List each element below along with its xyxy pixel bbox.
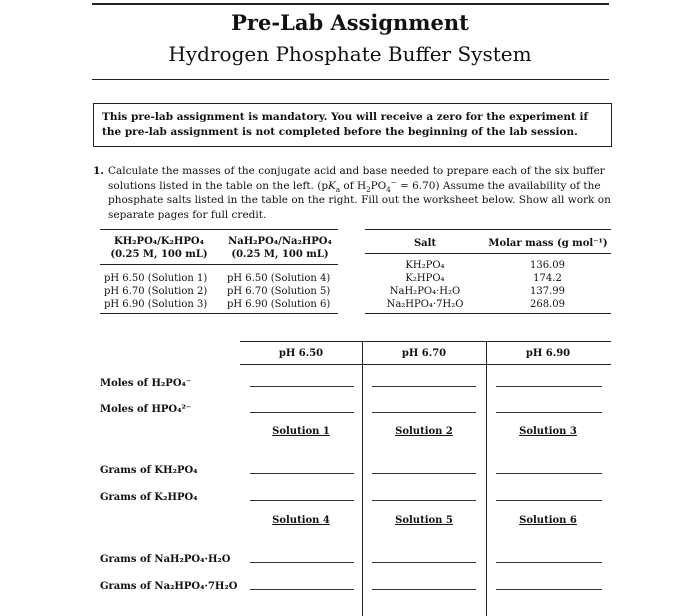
solutions-table-header-rule (100, 264, 338, 265)
answer-blank[interactable] (250, 589, 354, 590)
answer-blank[interactable] (496, 562, 602, 563)
answer-blank[interactable] (250, 473, 354, 474)
solution-3-label: Solution 3 (519, 426, 577, 437)
grams-nah2po4-label: Grams of NaH₂PO₄·H₂O (100, 554, 231, 565)
worksheet-divider (362, 341, 363, 616)
solutions-col2-rows (227, 272, 330, 311)
salt-name: Na₂HPO₄·7H₂O (386, 299, 464, 310)
molar-mass-value: 137.99 (530, 286, 565, 297)
solution-row: pH 6.90 (Solution 6) (227, 299, 331, 310)
worksheet-header-rule (240, 364, 611, 365)
solution-4-label: Solution 4 (272, 515, 330, 526)
grams-kh2po4-label: Grams of KH₂PO₄ (100, 465, 198, 476)
ph-header-670: pH 6.70 (401, 348, 447, 359)
molar-mass-header: Molar mass (g mol⁻¹) (488, 238, 608, 249)
answer-blank[interactable] (372, 412, 476, 413)
solutions-table-top-rule (100, 229, 338, 230)
moles-h2po4-label: Moles of H₂PO₄⁻ (100, 378, 192, 389)
solution-5-label: Solution 5 (395, 515, 453, 526)
solution-1-label: Solution 1 (272, 426, 330, 437)
question-number: 1. (93, 165, 104, 177)
solutions-col1-header: KH₂PO₄/K₂HPO₄ (0.25 M, 100 mL) (110, 236, 208, 260)
answer-blank[interactable] (496, 473, 602, 474)
answer-blank[interactable] (372, 562, 476, 563)
solution-2-label: Solution 2 (395, 426, 453, 437)
molar-masses (505, 259, 590, 311)
ph-header-650: pH 6.50 (278, 348, 324, 359)
solution-row: pH 6.50 (Solution 1) (104, 273, 208, 284)
worksheet-divider (486, 341, 487, 616)
answer-blank[interactable] (372, 500, 476, 501)
solutions-col1-rows (104, 272, 207, 311)
salt-table-bottom-rule (365, 313, 611, 314)
molar-mass-value: 174.2 (533, 273, 562, 284)
answer-blank[interactable] (372, 589, 476, 590)
header-rule (92, 79, 609, 80)
solutions-table-bottom-rule (100, 313, 338, 314)
salt-name: K₂HPO₄ (405, 273, 445, 284)
page-subtitle: Hydrogen Phosphate Buffer System (168, 42, 532, 66)
grams-k2hpo4-label: Grams of K₂HPO₄ (100, 492, 198, 503)
salt-name: NaH₂PO₄·H₂O (389, 286, 461, 297)
answer-blank[interactable] (496, 589, 602, 590)
page-title: Pre-Lab Assignment (231, 10, 469, 35)
answer-blank[interactable] (496, 386, 602, 387)
worksheet-top-rule (240, 341, 611, 342)
solution-6-label: Solution 6 (519, 515, 577, 526)
moles-hpo4-label: Moles of HPO₄²⁻ (100, 404, 192, 415)
molar-mass-value: 268.09 (530, 299, 565, 310)
answer-blank[interactable] (372, 473, 476, 474)
grams-na2hpo4-label: Grams of Na₂HPO₄·7H₂O (100, 581, 238, 592)
solution-row: pH 6.90 (Solution 3) (104, 299, 208, 310)
answer-blank[interactable] (496, 500, 602, 501)
question-1 (93, 164, 613, 222)
salt-names (370, 259, 480, 311)
answer-blank[interactable] (372, 386, 476, 387)
top-rule (92, 3, 609, 5)
salt-table-top-rule (365, 229, 611, 230)
answer-blank[interactable] (250, 386, 354, 387)
ph-header-690: pH 6.90 (525, 348, 571, 359)
salt-name: KH₂PO₄ (405, 260, 445, 271)
salt-table-header-rule (365, 253, 611, 254)
solution-row: pH 6.70 (Solution 5) (227, 286, 331, 297)
molar-mass-value: 136.09 (530, 260, 565, 271)
answer-blank[interactable] (496, 412, 602, 413)
answer-blank[interactable] (250, 562, 354, 563)
answer-blank[interactable] (250, 500, 354, 501)
mandatory-notice-box: This pre-lab assignment is mandatory. You will receive a zero for the experiment if the pre-lab assignment is not completed before the beginning of the lab session. (93, 103, 612, 147)
salt-header: Salt (413, 238, 437, 249)
solution-row: pH 6.70 (Solution 2) (104, 286, 208, 297)
solutions-col2-header: NaH₂PO₄/Na₂HPO₄ (0.25 M, 100 mL) (228, 236, 332, 260)
answer-blank[interactable] (250, 412, 354, 413)
solution-row: pH 6.50 (Solution 4) (227, 273, 331, 284)
question-text: Calculate the masses of the conjugate acid and base needed to prepare each of the six buffer solutions listed in the table on the left. ($pK_a$ of $H_2PO_4^- = 6.70$) Assume the availability of the phosphate salts listed in the table on the right. Fill out the worksheet below. Show all work on separate pages for full credit. (108, 165, 611, 221)
